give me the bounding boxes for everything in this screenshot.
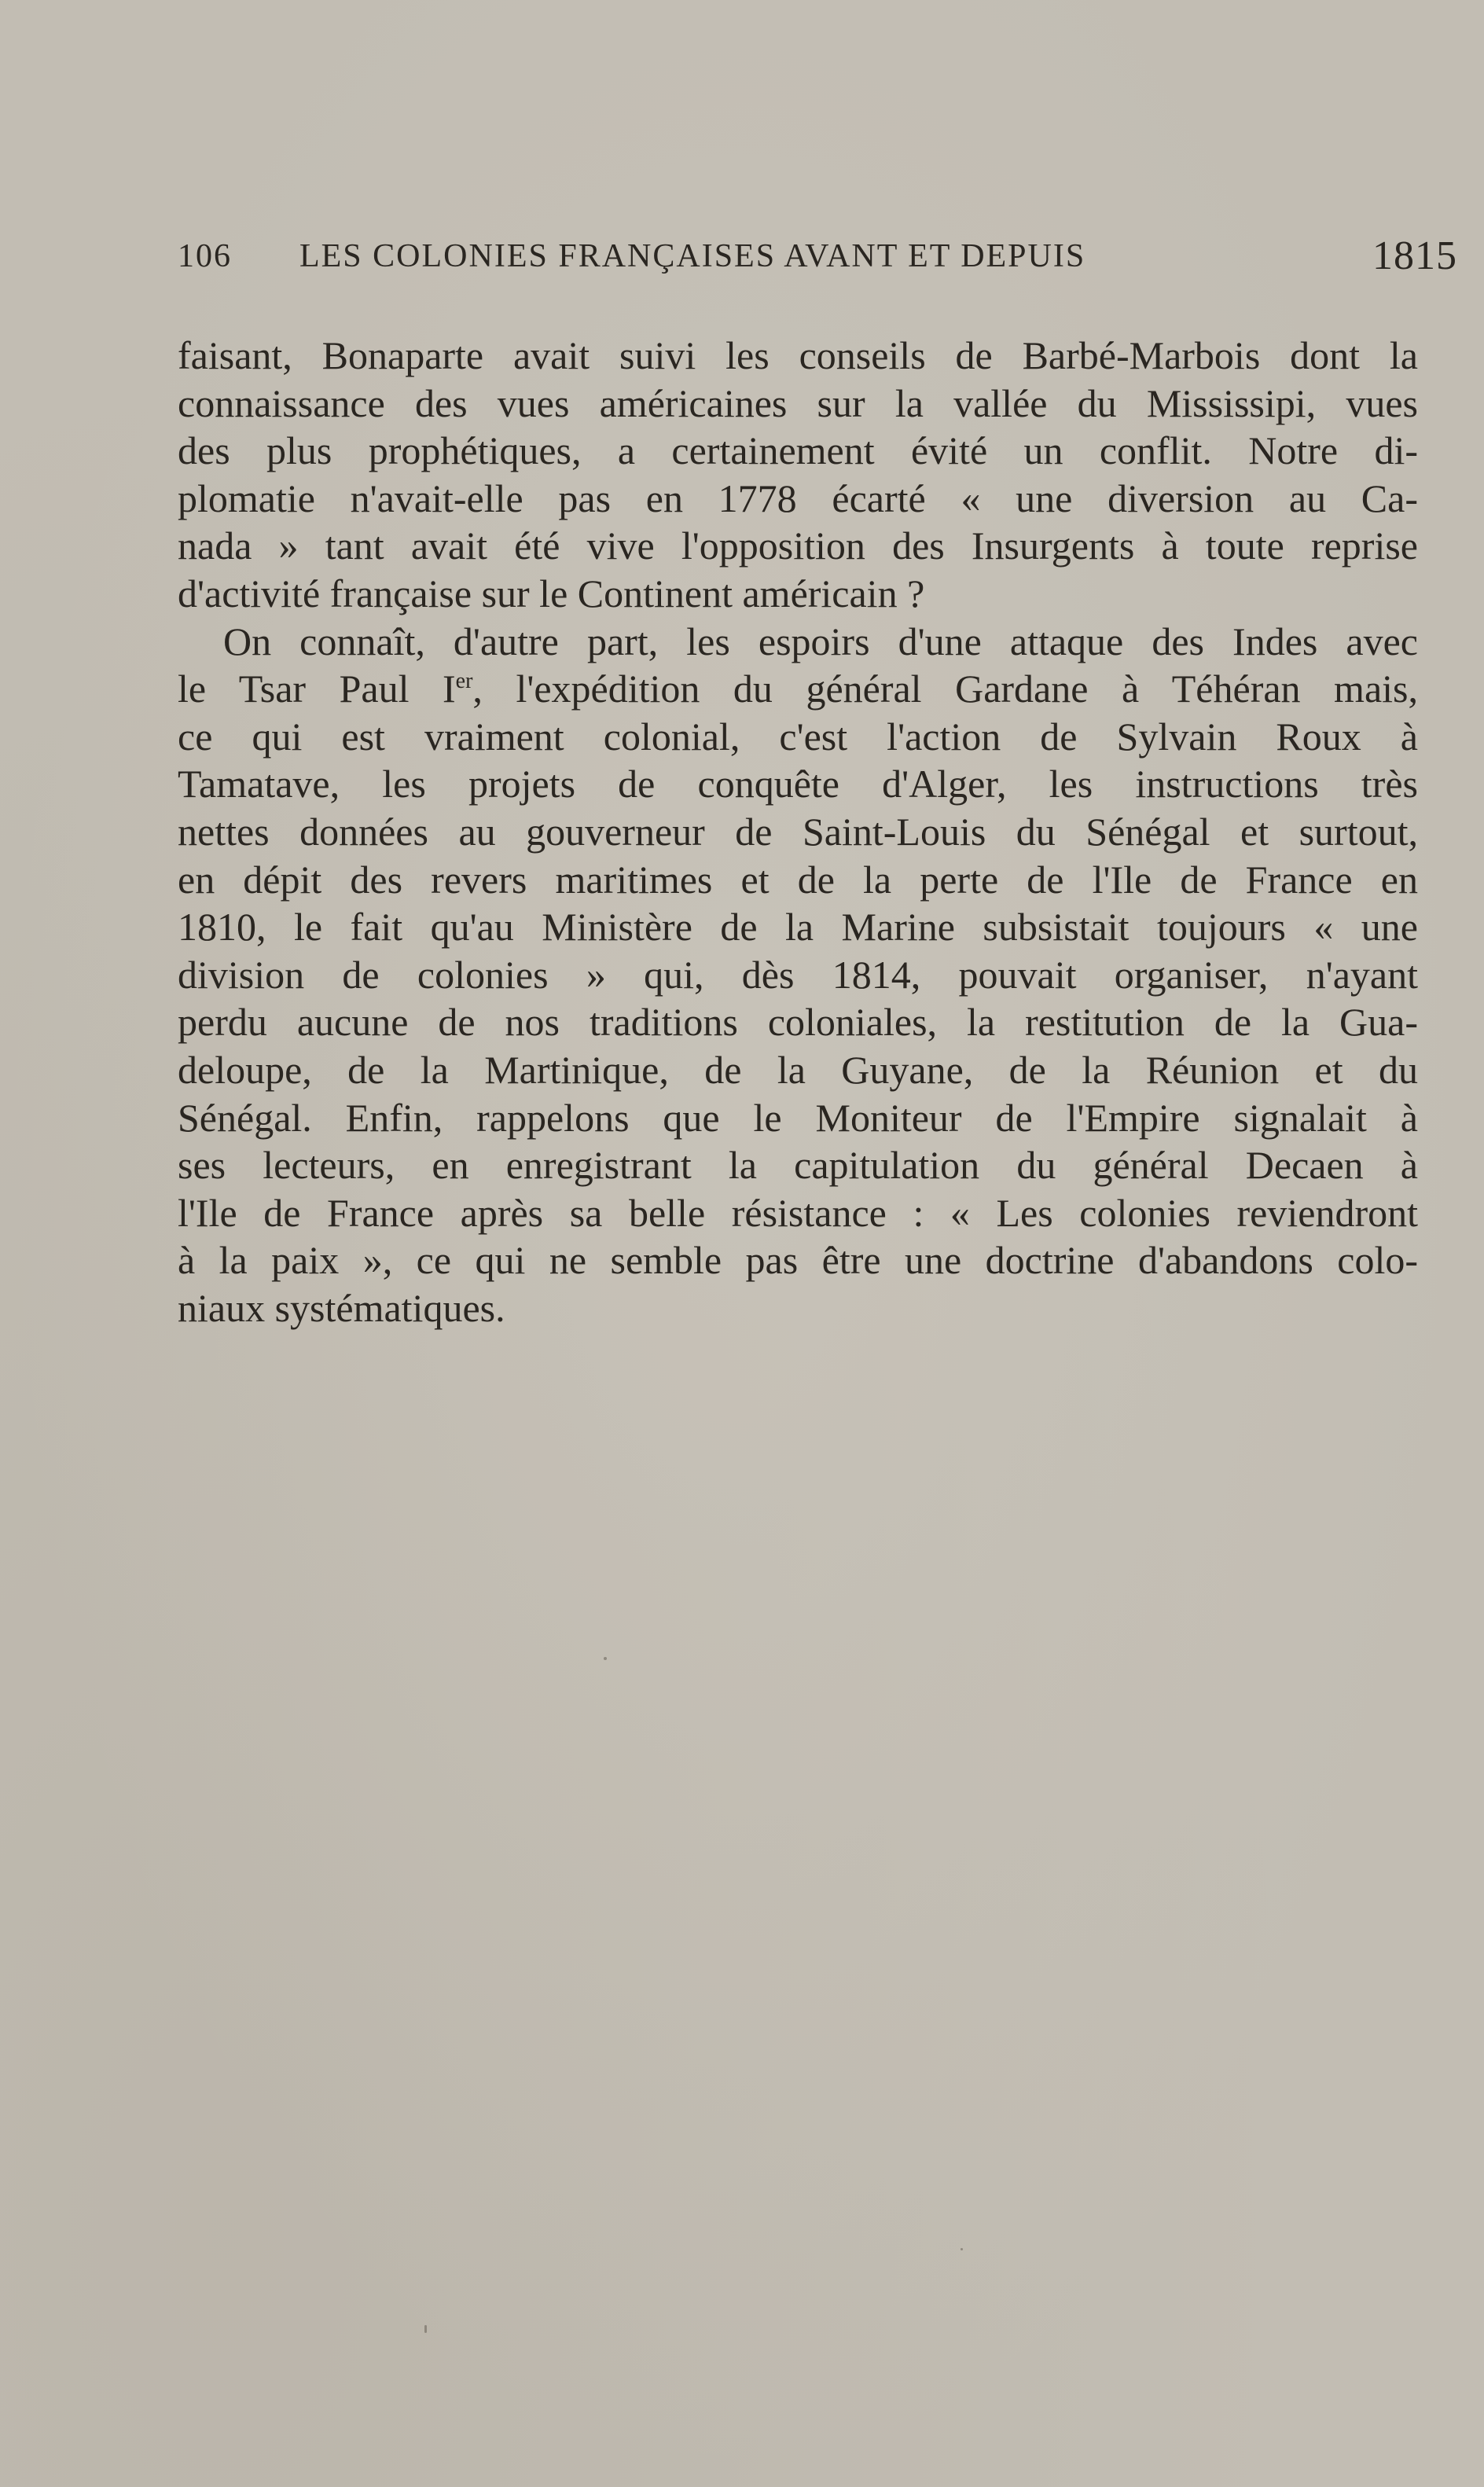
paper-speck (424, 2325, 427, 2333)
text-line-rest: , l'expédition du général Gardane à Téhéran mais, (472, 667, 1418, 711)
text-line: des plus prophétiques, a certainement évité un conflit. Notre di- (178, 428, 1418, 473)
text-line: Sénégal. Enfin, rappelons que le Moniteur de l'Empire signalait à (178, 1095, 1418, 1140)
paper-speck (961, 2248, 963, 2250)
text-line: Tamatave, les projets de conquête d'Alger, les instructions très (178, 762, 1418, 806)
text-line: niaux systématiques. (178, 1285, 505, 1330)
running-header (178, 233, 1457, 285)
text-line-start: le Tsar Paul I (178, 667, 456, 711)
body-text (178, 332, 1418, 1332)
text-line: connaissance des vues américaines sur la vallée du Mississipi, vues (178, 380, 1418, 425)
text-line: ce qui est vraiment colonial, c'est l'action de Sylvain Roux à (178, 714, 1418, 759)
superscript-er: er (455, 669, 473, 694)
text-line: plomatie n'avait-elle pas en 1778 écarté « une diversion au Ca- (178, 476, 1418, 520)
text-line: en dépit des revers maritimes et de la perte de l'Ile de France en (178, 857, 1418, 902)
text-line: ses lecteurs, en enregistrant la capitulation du général Decaen à (178, 1143, 1418, 1188)
text-line: perdu aucune de nos traditions coloniales, la restitution de la Gua- (178, 1000, 1418, 1045)
text-line: faisant, Bonaparte avait suivi les conseils de Barbé-Marbois dont la (178, 333, 1418, 377)
text-line: l'Ile de France après sa belle résistance : « Les colonies reviendront (178, 1190, 1418, 1235)
text-line: à la paix », ce qui ne semble pas être une doctrine d'abandons colo- (178, 1238, 1418, 1283)
text-line: deloupe, de la Martinique, de la Guyane, de la Réunion et du (178, 1047, 1418, 1092)
paper-speck (604, 1657, 607, 1660)
text-line: On connaît, d'autre part, les espoirs d'une attaque des Indes avec (223, 619, 1418, 663)
text-line: nettes données au gouverneur de Saint-Louis du Sénégal et surtout, (178, 809, 1418, 854)
page-number: 106 (178, 238, 232, 274)
text-line (178, 665, 1418, 713)
text-line: d'activité française sur le Continent américain ? (178, 571, 925, 615)
text-line: nada » tant avait été vive l'opposition des Insurgents à toute reprise (178, 523, 1418, 568)
text-line: 1810, le fait qu'au Ministère de la Marine subsistait toujours « une (178, 905, 1418, 950)
running-title-year: 1815 (1372, 233, 1457, 278)
text-line: division de colonies » qui, dès 1814, pouvait organiser, n'ayant (178, 952, 1418, 997)
running-title: LES COLONIES FRANÇAISES AVANT ET DEPUIS (299, 238, 1086, 274)
